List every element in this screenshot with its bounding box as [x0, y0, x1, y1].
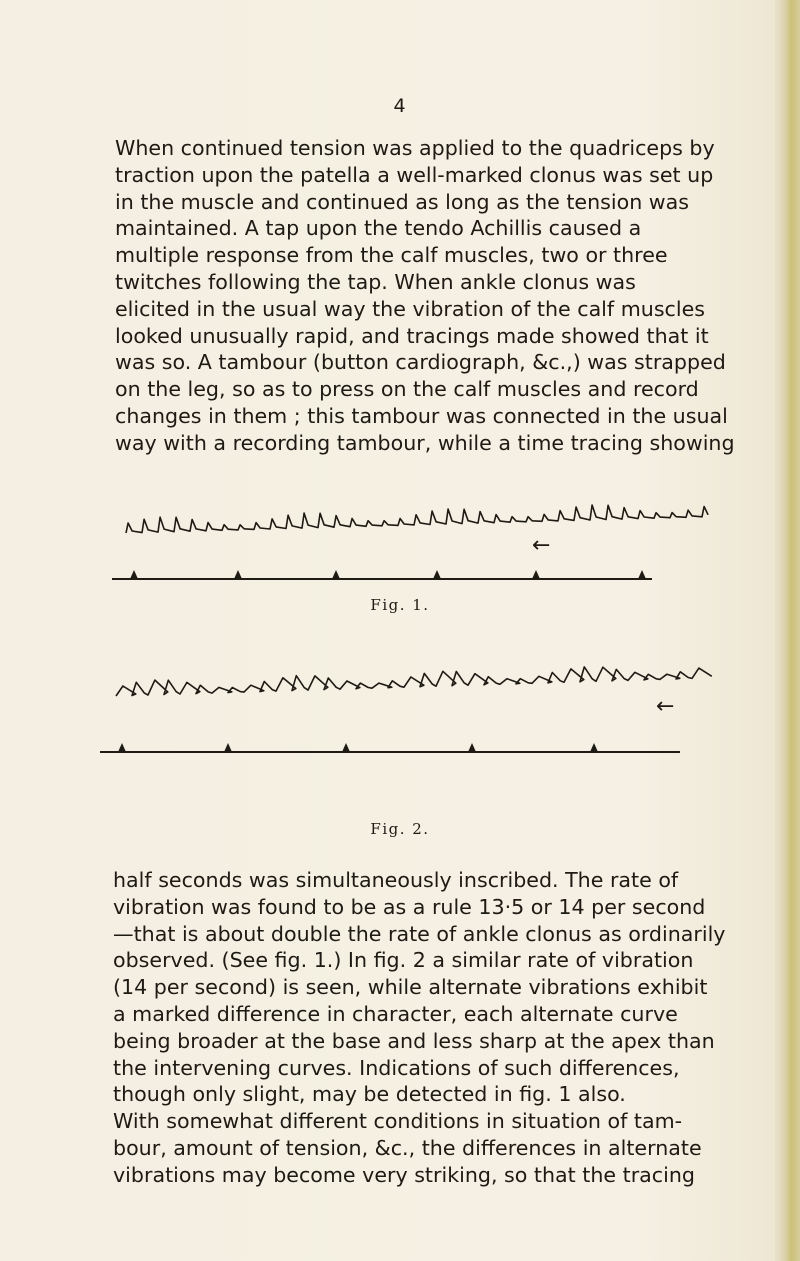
direction-arrow: ← — [656, 694, 675, 719]
paragraph-1 — [115, 135, 735, 457]
direction-arrow: ← — [532, 533, 551, 558]
time-mark — [332, 570, 340, 579]
time-mark — [342, 743, 350, 752]
text-line: With somewhat different conditions in situation of tam- — [113, 1109, 683, 1134]
figure-1-caption: Fig. 1. — [370, 596, 430, 614]
text-line: half seconds was simultaneously inscribed. The rate of — [113, 868, 679, 892]
text-line: a marked difference in character, each alternate curve — [113, 1001, 678, 1026]
figure-2-tracing — [100, 650, 720, 770]
time-mark — [433, 570, 441, 579]
vibration-tracing — [126, 505, 708, 533]
text-line: was so. A tambour (button cardiograph, &c.,) was strapped — [115, 350, 726, 375]
time-mark — [638, 570, 646, 579]
text-line: twitches following the tap. When ankle clonus was — [115, 269, 636, 294]
time-mark — [234, 570, 242, 579]
text-line: vibrations may become very striking, so that the tracing — [113, 1162, 695, 1187]
time-mark — [590, 743, 598, 752]
text-line: vibration was found to be as a rule 13·5 or 14 per second — [113, 894, 706, 919]
paragraph-2 — [113, 867, 726, 1189]
text-line: in the muscle and continued as long as the tension was — [115, 189, 689, 214]
text-line: observed. (See fig. 1.) In fig. 2 a similar rate of vibration — [113, 948, 694, 973]
text-line: looked unusually rapid, and tracings made showed that it — [115, 323, 709, 348]
time-mark — [130, 570, 138, 579]
time-marks — [118, 743, 598, 752]
time-mark — [224, 743, 232, 752]
text-line: changes in them ; this tambour was connected in the usual — [115, 403, 728, 428]
text-line: When continued tension was applied to the quadriceps by — [115, 136, 715, 160]
page-number: 4 — [393, 95, 407, 117]
time-mark — [468, 743, 476, 752]
time-mark — [118, 743, 126, 752]
text-line: multiple response from the calf muscles, two or three — [115, 243, 668, 268]
text-line: on the leg, so as to press on the calf muscles and record — [115, 377, 699, 402]
time-mark — [532, 570, 540, 579]
page-edge — [778, 0, 800, 1261]
text-line: the intervening curves. Indications of such differences, — [113, 1055, 680, 1080]
text-line: though only slight, may be detected in fig. 1 also. — [113, 1082, 626, 1107]
text-line: traction upon the patella a well-marked clonus was set up — [115, 162, 714, 187]
time-marks — [130, 570, 646, 579]
text-line: maintained. A tap upon the tendo Achillis caused a — [115, 216, 642, 241]
text-line: way with a recording tambour, while a time tracing showing — [115, 430, 735, 455]
text-line: bour, amount of tension, &c., the differences in alternate — [113, 1135, 702, 1160]
vibration-tracing — [116, 667, 712, 696]
text-line: being broader at the base and less sharp at the apex than — [113, 1028, 715, 1053]
text-line: —that is about double the rate of ankle clonus as ordinarily — [113, 921, 726, 946]
text-line: elicited in the usual way the vibration of the calf muscles — [115, 296, 705, 321]
figure-2-caption: Fig. 2. — [370, 820, 430, 838]
text-line: (14 per second) is seen, while alternate vibrations exhibit — [113, 975, 708, 1000]
